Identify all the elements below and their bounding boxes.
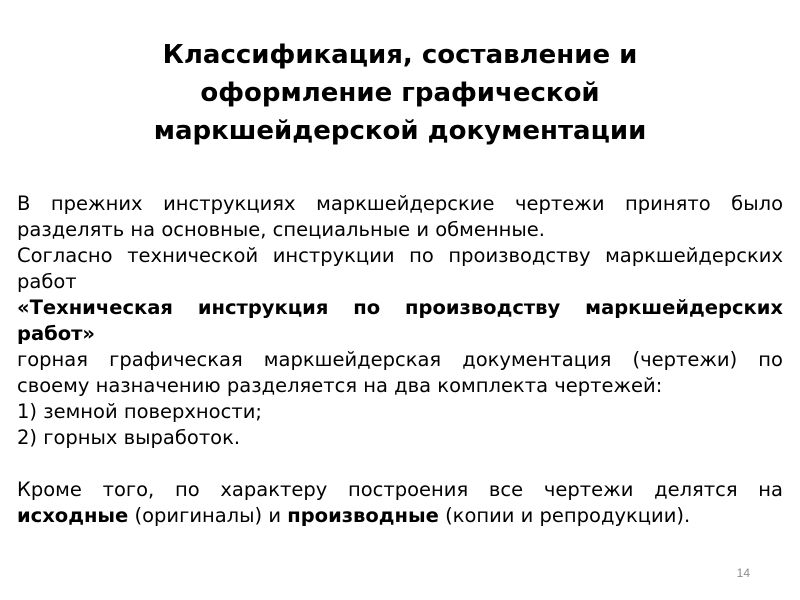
list-item-workings: 2) горных выработок. [17, 426, 241, 449]
slide-body [17, 191, 783, 529]
paragraph-construction-types [17, 477, 783, 529]
list-item-surface: 1) земной поверхности; [17, 400, 262, 423]
paragraph-text: Кроме того, по характеру построения все чертежи делятся на [17, 478, 783, 501]
title-line-3: маркшейдерской документации [153, 116, 647, 146]
term-original: исходные [17, 504, 129, 527]
term-derived: производные [287, 504, 439, 527]
paragraph-spacer [17, 451, 783, 477]
paragraph-according-to: Согласно технической инструкции по производству маркшейдерских работ [17, 244, 783, 293]
paragraph-text: (оригиналы) и [128, 504, 288, 527]
paragraph-documentation-sets: горная графическая маркшейдерская документация (чертежи) по своему назначению разделяется на два комплекта чертежей: [17, 348, 783, 397]
paragraph-text: (копии и репродукции). [438, 504, 691, 527]
title-line-2: оформление графической [200, 78, 600, 108]
paragraph-instruction-title: «Техническая инструкция по производству маркшейдерских работ» [17, 296, 783, 345]
slide-title [60, 36, 740, 150]
paragraph-previous-instructions: В прежних инструкциях маркшейдерские чертежи принято было разделять на основные, специальные и обменные. [17, 192, 783, 241]
page-number: 14 [736, 566, 750, 580]
title-line-1: Классификация, составление и [162, 40, 638, 70]
